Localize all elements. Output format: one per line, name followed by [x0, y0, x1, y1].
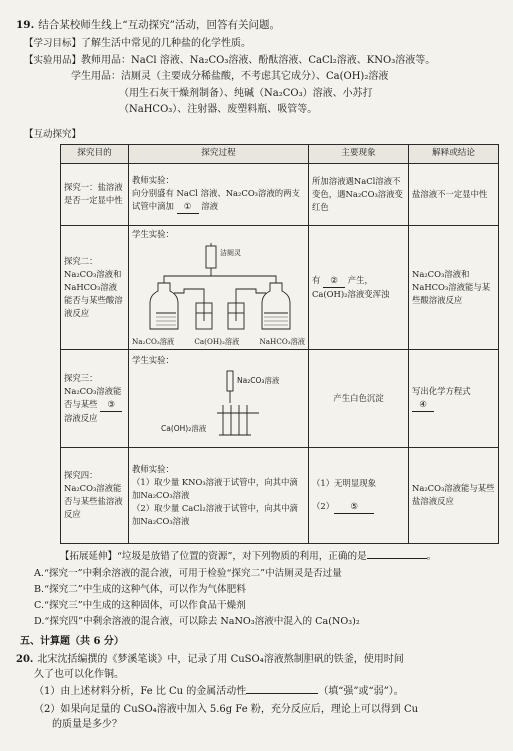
- row3-conclusion-a: 写出化学方程式: [412, 385, 471, 396]
- row3-process: [129, 349, 309, 447]
- table-row: [61, 349, 499, 447]
- row1-goal: 探究一：盐溶液是否一定显中性: [61, 163, 129, 225]
- label-right-bottle: NaHCO₃溶液: [259, 336, 305, 346]
- table-header-row: [61, 145, 499, 163]
- extension-tag: 【拓展延伸】: [60, 550, 118, 562]
- q19-number: 19.: [16, 19, 35, 31]
- row4-phen-1: （1）无明显现象: [312, 477, 376, 488]
- label-left-bottle: Na₂CO₃溶液: [132, 336, 175, 346]
- row1-conclusion: 盐溶液不一定显中性: [409, 163, 499, 225]
- row2-process-title: 学生实验：: [132, 228, 174, 239]
- row3-conclusion: [409, 349, 499, 447]
- inquiry-tag: 【互动探究】: [24, 128, 82, 140]
- blank-1[interactable]: ①: [177, 200, 199, 214]
- learning-goal-text: 了解生活中常见的几种盐的化学性质。: [81, 38, 252, 50]
- row1-process-text-b: 溶液: [201, 201, 218, 212]
- extension-end: 。: [426, 550, 437, 562]
- label-caoh2: Ca(OH)₂溶液: [160, 423, 206, 433]
- q19-stem: [16, 18, 497, 33]
- row2-conclusion: Na₂CO₃溶液和NaHCO₃溶液能与某些酸溶液反应: [409, 225, 499, 349]
- syringe-body: [206, 246, 216, 268]
- row1-process-text-a: 向分别盛有 NaCl 溶液、Na₂CO₃溶液的两支试管中滴加: [132, 188, 300, 212]
- table-row: [61, 447, 499, 543]
- table-row: [61, 225, 499, 349]
- row3-goal: [61, 349, 129, 447]
- row4-goal: 探究四：Na₂CO₃溶液能否与某些盐溶液反应: [61, 447, 129, 543]
- row2-process: [129, 225, 309, 349]
- header-conclusion: 解释或结论: [409, 145, 499, 163]
- row4-process-2: （2）取少量 CaCl₂溶液于试管中，向其中滴加Na₂CO₃溶液: [132, 502, 298, 526]
- label-na2co3: Na₂CO₃溶液: [236, 375, 279, 385]
- left-bottle: [150, 283, 178, 329]
- q20-number: 20.: [16, 654, 34, 665]
- row4-process-1: （1）取少量 KNO₃溶液于试管中，向其中滴加Na₂CO₃溶液: [132, 476, 298, 500]
- row2-phenomenon: [309, 225, 409, 349]
- blank-5[interactable]: ⑤: [334, 500, 374, 514]
- extension-text: “垃圾是放错了位置的资源”，对下列物质的利用，正确的是: [117, 550, 367, 562]
- q19-stem-text: 结合某校师生线上“互动探究”活动，回答有关问题。: [38, 19, 281, 31]
- student-materials-line-2: （用生石灰干燥剂制备）、纯碱（Na₂CO₃）溶液、小苏打: [119, 87, 373, 99]
- section-5-title: 五、计算题（共 6 分）: [20, 635, 124, 647]
- row4-process-title: 教师实验：: [132, 463, 174, 474]
- row4-phen-2: [312, 500, 405, 514]
- row4-conclusion: Na₂CO₃溶液能与某些盐溶液反应: [409, 447, 499, 543]
- row2-goal: 探究二：Na₂CO₃溶液和NaHCO₃溶液能否与某些酸溶液反应: [61, 225, 129, 349]
- row1-phenomenon: 所加溶液遇NaCl溶液不变色，遇Na₂CO₃溶液变红色: [309, 163, 409, 225]
- student-materials-line-3: （NaHCO₃）、注射器、废塑料瓶、吸管等。: [119, 104, 318, 116]
- learning-goal-tag: 【学习目标】: [24, 38, 82, 50]
- row2-apparatus-labels: [132, 336, 305, 347]
- option-c[interactable]: C.“探究三”中生成的这种固体，可以作食品干燥剂: [34, 599, 246, 611]
- learning-goal: [24, 37, 497, 52]
- q20-sub2-line-2: 的质量是多少？: [52, 719, 122, 730]
- student-materials-line-1: 学生用品：洁厕灵（主要成分稀盐酸，不考虑其它成分）、Ca(OH)₂溶液: [71, 71, 389, 83]
- q20-sub1: [34, 685, 497, 700]
- label-mid-beaker: Ca(OH)₂溶液: [194, 336, 240, 346]
- row4-phenomenon: [309, 447, 409, 543]
- gas-apparatus-diagram: [134, 243, 304, 335]
- row4-process: [129, 447, 309, 543]
- blank-3[interactable]: ③: [100, 398, 122, 412]
- extension: [60, 550, 497, 564]
- q20-sub1-b: （填“强”或“弱”）。: [318, 686, 404, 697]
- header-goal: 探究目的: [61, 145, 129, 163]
- dropper: [227, 371, 233, 391]
- blank-2[interactable]: ②: [323, 274, 345, 288]
- row1-process: [129, 163, 309, 225]
- q20-stem-2: 久了也可以化作铜。: [34, 668, 124, 680]
- materials-teacher: [24, 54, 497, 69]
- row1-process-title: 教师实验：: [132, 175, 174, 186]
- blank-4[interactable]: ④: [412, 398, 434, 412]
- teacher-materials-text: 教师用品：NaCl 溶液、Na₂CO₃溶液、酚酞溶液、CaCl₂溶液、KNO₃溶液等。: [81, 54, 436, 66]
- header-phenomenon: 主要现象: [309, 145, 409, 163]
- q20-sub1-blank[interactable]: [246, 693, 318, 694]
- right-bottle: [262, 283, 290, 329]
- q20-sub1-a: （1）由上述材料分析，Fe 比 Cu 的金属活动性: [34, 686, 247, 697]
- option-a[interactable]: A.“探究一”中剩余溶液的混合液，可用于检验“探究二”中洁厕灵是否过量: [34, 567, 342, 579]
- extension-answer-blank[interactable]: [367, 558, 427, 559]
- q20-stem: [16, 653, 497, 668]
- row2-phen-prefix: 有: [312, 274, 321, 285]
- row3-goal-a: 探究三：Na₂CO₃溶液能否与某些: [64, 372, 122, 409]
- header-process: 探究过程: [129, 145, 309, 163]
- row4-phen-2-prefix: （2）: [312, 500, 335, 511]
- row2-phen-suffix: 产生，: [347, 274, 373, 285]
- materials-tag: 【实验用品】: [24, 54, 82, 66]
- dropper-tubes-diagram: [159, 369, 279, 443]
- row3-process-title: 学生实验：: [132, 354, 174, 365]
- row3-goal-b: 溶液反应: [64, 412, 98, 423]
- table-row: [61, 163, 499, 225]
- option-b[interactable]: B.“探究二”中生成的这种气体，可以作为气体肥料: [34, 583, 246, 595]
- label-cleaner: 洁厕灵: [219, 248, 241, 257]
- q20-sub2-line-1: （2）如果向足量的 CuSO₄溶液中加入 5.6g Fe 粉，充分反应后，理论上可以得到 Cu: [34, 703, 419, 715]
- inquiry-table: [60, 144, 499, 543]
- option-d[interactable]: D.“探究四”中剩余溶液的混合液，可以除去 NaNO₃溶液中混入的 Ca(NO₃)₂: [34, 615, 360, 627]
- q20-stem-1: 北宋沈括编撰的《梦溪笔谈》中，记录了用 CuSO₄溶液熬制胆矾的铁釜，使用时间: [37, 654, 404, 665]
- row2-phen-line2: Ca(OH)₂溶液变浑浊: [312, 288, 390, 299]
- row3-phenomenon: 产生白色沉淀: [309, 349, 409, 447]
